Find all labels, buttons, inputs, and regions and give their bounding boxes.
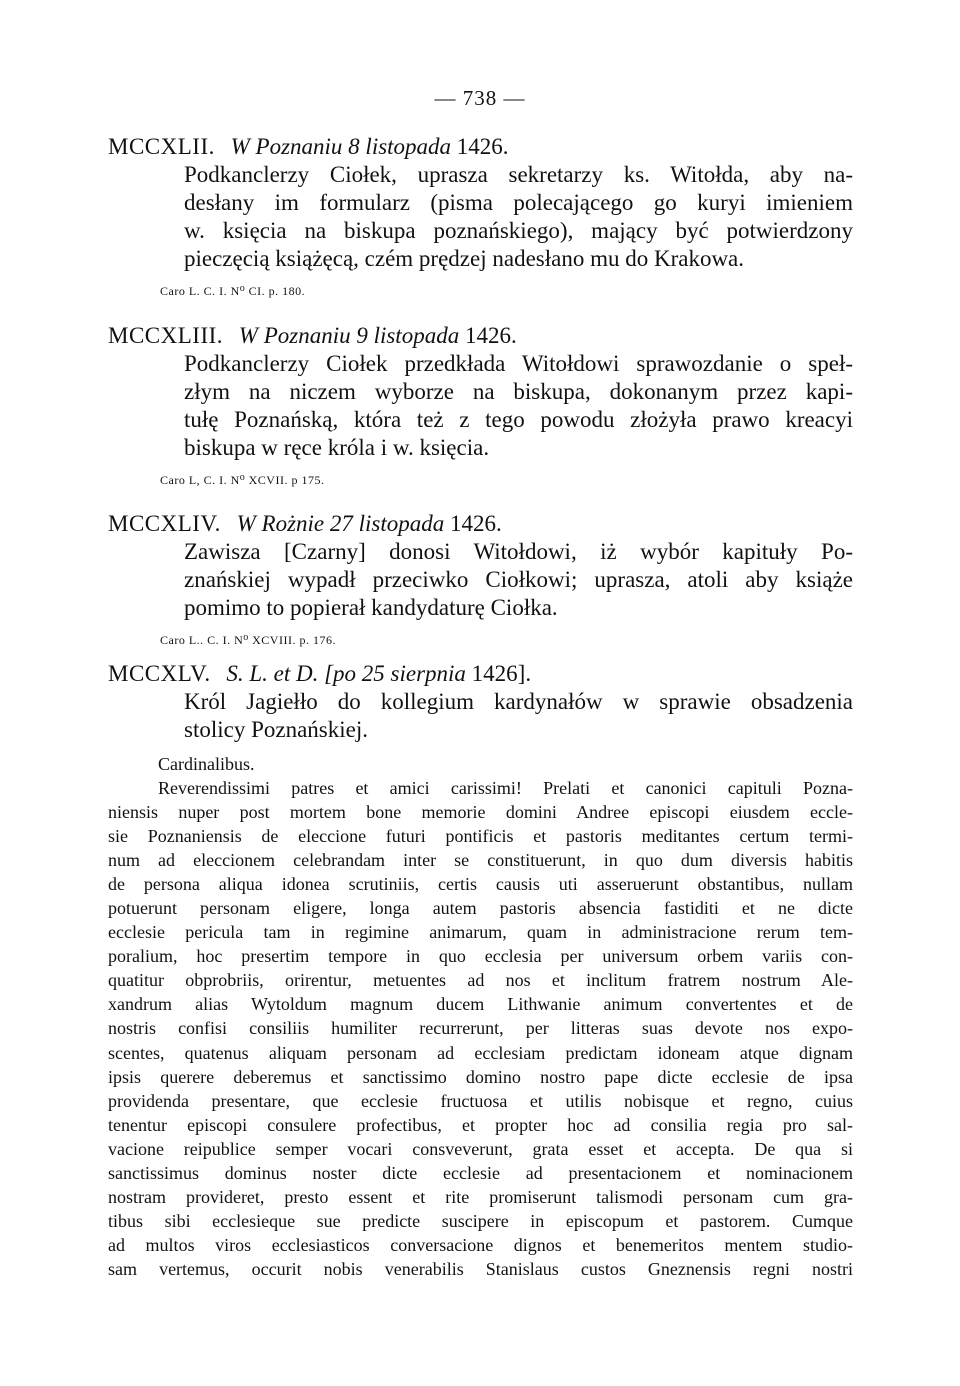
entry-heading <box>108 510 853 538</box>
entry-heading <box>108 133 853 161</box>
summary-line: biskupa w ręce króla i w. księcia. <box>184 435 490 460</box>
entry-place-date: S. L. et D. [po 25 sierpnia <box>226 661 466 686</box>
latin-text-line: vacione reipublice semper vocari consveverunt, grata esset et accepta. De qua si <box>108 1138 853 1159</box>
entry-number: MCCXLV. <box>108 661 211 686</box>
entry-summary <box>184 350 853 462</box>
entry-mccxliv <box>108 510 853 648</box>
latin-letter-text <box>108 776 853 1281</box>
entry-mccxlv <box>108 660 853 744</box>
entry-summary <box>184 538 853 622</box>
entry-number: MCCXLIV. <box>108 511 221 536</box>
latin-text-line: tibus sibi ecclesieque sue predicte suscipere in episcopum et pastorem. Cumque <box>108 1210 853 1231</box>
entry-year: 1426]. <box>471 661 532 686</box>
entry-summary <box>184 161 853 273</box>
latin-text-line: nostris confisi consiliis humiliter recurrerunt, per litteras suas devote nos expo- <box>108 1018 853 1039</box>
entry-summary <box>184 688 853 744</box>
entry-mccxlii <box>108 133 853 299</box>
page-number: — 738 — <box>434 86 526 110</box>
entry-heading <box>108 660 853 688</box>
latin-text-line: xandrum alias Wytoldum magnum ducem Lithwanie animum convertentes et de <box>108 994 853 1015</box>
summary-line: Podkanclerzy Ciołek przedkłada Witołdowi sprawozdanie o speł- <box>184 351 853 376</box>
summary-line: stolicy Poznańskiej. <box>184 717 368 742</box>
summary-line: w. księcia na biskupa poznańskiego), mający być potwierdzony <box>184 218 853 243</box>
summary-line: znańskiej wypadł przeciwko Ciołkowi; uprasza, atoli aby książe <box>184 567 853 592</box>
summary-line: pomimo to popierał kandydaturę Ciołka. <box>184 595 558 620</box>
latin-text-line: quatitur obprobriis, orirentur, metuentes ad nos et inclitum fratrem nostrum Ale- <box>108 970 853 991</box>
latin-text-line: sanctissimus dominus noster dicte ecclesie ad presentacionem et nominacionem <box>108 1162 853 1183</box>
letter-address: Cardinalibus. <box>158 754 255 774</box>
entry-mccxliii <box>108 322 853 488</box>
latin-text-line: providenda presentare, que ecclesie fructuosa et utilis nobisque et regno, cuius <box>108 1090 853 1111</box>
summary-line: Król Jagiełło do kollegium kardynałów w sprawie obsadzenia <box>184 689 853 714</box>
latin-text-line: ipsis querere deberemus et sanctissimo domino nostro pape dicte ecclesie de ipsa <box>108 1066 853 1087</box>
latin-text-line: ad multos viros ecclesiasticos conversacione dignos et benemeritos mentem studio- <box>108 1234 853 1255</box>
summary-line: pieczęcią książęcą, czém prędzej nadesłano mu do Krakowa. <box>184 246 745 271</box>
entry-reference: Caro L. C. I. N⁰ CI. p. 180. <box>160 284 306 298</box>
latin-text-line: sie Poznaniensis de eleccione futuri pontificis et pastoris meditantes certum termi- <box>108 826 853 847</box>
entry-number: MCCXLII. <box>108 134 215 159</box>
latin-text-line: de persona aliqua idonea scrutiniis, certis causis uti asseruerunt obstantibus, nullam <box>108 874 853 895</box>
latin-text-line: scentes, quatenus aliquam personam ad ecclesiam predictam idoneam atque dignam <box>108 1042 853 1063</box>
entry-reference: Caro L, C. I. N⁰ XCVII. p 175. <box>160 473 325 487</box>
summary-line: złym na niczem wyborze na biskupa, dokonanym przez kapi- <box>184 379 853 404</box>
latin-text-line: nostram provideret, presto essent et rite promiserunt talismodi personam cum gra- <box>108 1186 853 1207</box>
summary-line: Zawisza [Czarny] donosi Witołdowi, iż wybór kapituły Po- <box>184 539 853 564</box>
latin-text-line: tenentur episcopi consulere profectibus, et propter hoc ad consilia regia pro sal- <box>108 1114 853 1135</box>
latin-text-line: potuerunt personam eligere, longa autem pastoris absencia fastiditi et ne dicte <box>108 898 853 919</box>
entry-number: MCCXLIII. <box>108 323 224 348</box>
latin-text-line: poralium, hoc presertim tempore in quo ecclesia per universum orbem variis con- <box>108 946 853 967</box>
entry-place-date: W Poznaniu 9 listopada <box>238 323 460 348</box>
latin-text-line: ecclesie pericula tam in regimine animarum, quam in administracione rerum tem- <box>108 922 853 943</box>
entry-reference: Caro L.. C. I. N⁰ XCVIII. p. 176. <box>160 633 336 647</box>
entry-place-date: W Poznaniu 8 listopada <box>230 134 452 159</box>
entry-place-date: W Rożnie 27 listopada <box>236 511 445 536</box>
entry-year: 1426. <box>456 134 509 159</box>
entry-year: 1426. <box>464 323 517 348</box>
latin-text-line: num ad eleccionem celebrandam inter se constituerunt, in quo dum diversis habitis <box>108 850 853 871</box>
latin-text-line: Reverendissimi patres et amici carissimi! Prelati et canonici capituli Pozna- <box>158 778 853 798</box>
latin-text-line: sam vertemus, occurit nobis venerabilis Stanislaus custos Gneznensis regni nostri <box>108 1258 853 1279</box>
entry-year: 1426. <box>450 511 502 536</box>
latin-text-line: niensis nuper post mortem bone memorie domini Andree episcopi eiusdem eccle- <box>108 802 853 823</box>
entry-heading <box>108 322 853 350</box>
summary-line: tułę Poznańską, która też z tego powodu złożyła prawo kreacyi <box>184 407 853 432</box>
summary-line: Podkanclerzy Ciołek, uprasza sekretarzy ks. Witołda, aby na- <box>184 162 853 187</box>
summary-line: desłany im formularz (pisma polecającego go kuryi imieniem <box>184 190 853 215</box>
